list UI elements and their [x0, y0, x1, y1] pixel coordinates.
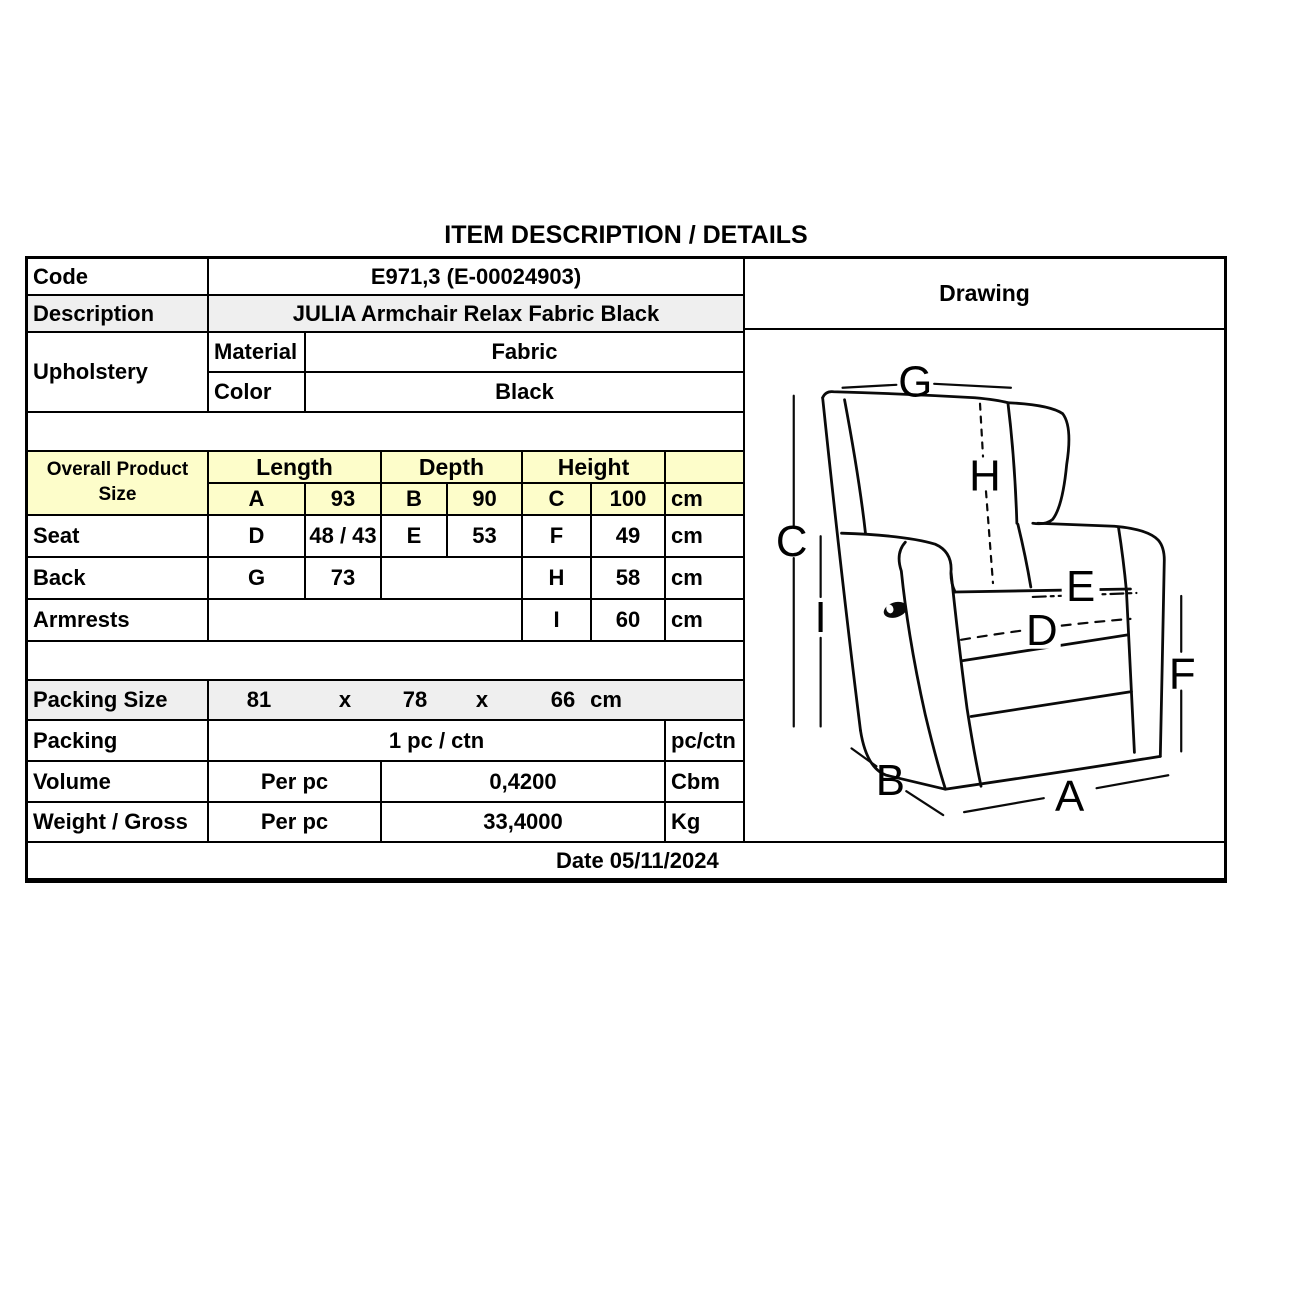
dim-label-a: A: [1055, 772, 1085, 822]
seat-height-value: 49: [592, 516, 666, 558]
back-length-key: G: [209, 558, 306, 600]
seat-depth-key: E: [382, 516, 448, 558]
dim-label-i: I: [814, 592, 827, 642]
chair-left-arm-inner: [951, 573, 981, 786]
page-title: ITEM DESCRIPTION / DETAILS: [444, 221, 808, 249]
chair-front-panel-line2: [971, 692, 1131, 717]
chair-left-arm-outer: [899, 542, 945, 788]
chair-seat-top-line: [955, 589, 1130, 592]
chair-left-inner-edge: [845, 400, 866, 533]
armrests-label: Armrests: [28, 600, 209, 642]
dim-label-e: E: [1066, 561, 1096, 611]
overall-depth-value: 90: [448, 484, 523, 516]
weight-label: Weight / Gross: [28, 803, 209, 843]
seat-unit: cm: [666, 516, 745, 558]
packing-unit: pc/ctn: [666, 721, 745, 762]
armrests-height-value: 60: [592, 600, 666, 642]
depth-header: Depth: [382, 452, 523, 484]
dim-label-c: C: [775, 517, 808, 567]
color-value: Black: [306, 373, 745, 413]
packing-value: 1 pc / ctn: [209, 721, 666, 762]
length-header: Length: [209, 452, 382, 484]
drawing-area: [745, 330, 1224, 843]
packing-size-unit: cm: [590, 687, 622, 712]
weight-unit: Kg: [666, 803, 745, 843]
packing-size-width: 81: [246, 687, 272, 712]
dim-label-b: B: [875, 756, 905, 806]
overall-height-key: C: [523, 484, 592, 516]
volume-basis: Per pc: [209, 762, 382, 803]
chair-right-wing-inner: [1008, 403, 1017, 524]
seat-length-key: D: [209, 516, 306, 558]
back-height-key: H: [523, 558, 592, 600]
overall-size-label: Overall Product Size: [28, 452, 209, 516]
back-unit: cm: [666, 558, 745, 600]
volume-value: 0,4200: [382, 762, 666, 803]
drawing-header: Drawing: [745, 259, 1224, 330]
description-value: JULIA Armchair Relax Fabric Black: [209, 296, 745, 333]
weight-basis: Per pc: [209, 803, 382, 843]
volume-label: Volume: [28, 762, 209, 803]
size-header-corner: [666, 452, 745, 484]
armchair-technical-drawing: [745, 330, 1224, 841]
seat-label: Seat: [28, 516, 209, 558]
dim-label-h: H: [969, 451, 1001, 501]
material-label: Material: [209, 333, 306, 373]
volume-unit: Cbm: [666, 762, 745, 803]
spacer-row: [28, 642, 745, 681]
armrests-empty: [209, 600, 523, 642]
height-header: Height: [523, 452, 666, 484]
code-label: Code: [28, 259, 209, 296]
overall-length-value: 93: [306, 484, 382, 516]
dim-label-d: D: [1025, 605, 1058, 655]
overall-length-key: A: [209, 484, 306, 516]
chair-left-outer-edge: [823, 398, 861, 731]
packing-size-height: 66: [550, 687, 576, 712]
description-label: Description: [28, 296, 209, 333]
armrests-unit: cm: [666, 600, 745, 642]
overall-depth-key: B: [382, 484, 448, 516]
packing-size-depth: 78: [402, 687, 428, 712]
packing-label: Packing: [28, 721, 209, 762]
upholstery-label: Upholstery: [28, 333, 209, 413]
date-row: Date 05/11/2024: [28, 843, 1224, 878]
spec-table: [25, 256, 1227, 883]
overall-unit: cm: [666, 484, 745, 516]
dimension-annotations: [776, 358, 1196, 821]
packing-size-label: Packing Size: [28, 681, 209, 721]
back-label: Back: [28, 558, 209, 600]
seat-depth-value: 53: [448, 516, 523, 558]
packing-size-sep: x: [338, 687, 352, 712]
spacer-row: [28, 413, 745, 452]
back-height-value: 58: [592, 558, 666, 600]
packing-size-sep2: x: [475, 687, 489, 712]
armrests-height-key: I: [523, 600, 592, 642]
dim-label-f: F: [1168, 649, 1196, 699]
seat-length-value: 48 / 43: [306, 516, 382, 558]
color-label: Color: [209, 373, 306, 413]
chair-back-right-edge: [1018, 524, 1031, 587]
overall-height-value: 100: [592, 484, 666, 516]
code-value: E971,3 (E-00024903): [209, 259, 745, 296]
packing-size-value: [209, 681, 745, 721]
dim-label-g: G: [898, 357, 933, 407]
back-depth-empty: [382, 558, 523, 600]
seat-height-key: F: [523, 516, 592, 558]
weight-value: 33,4000: [382, 803, 666, 843]
back-length-value: 73: [306, 558, 382, 600]
chair-right-arm-inner: [1118, 527, 1126, 591]
chair-right-arm-front-edge: [1126, 591, 1134, 752]
material-value: Fabric: [306, 333, 745, 373]
